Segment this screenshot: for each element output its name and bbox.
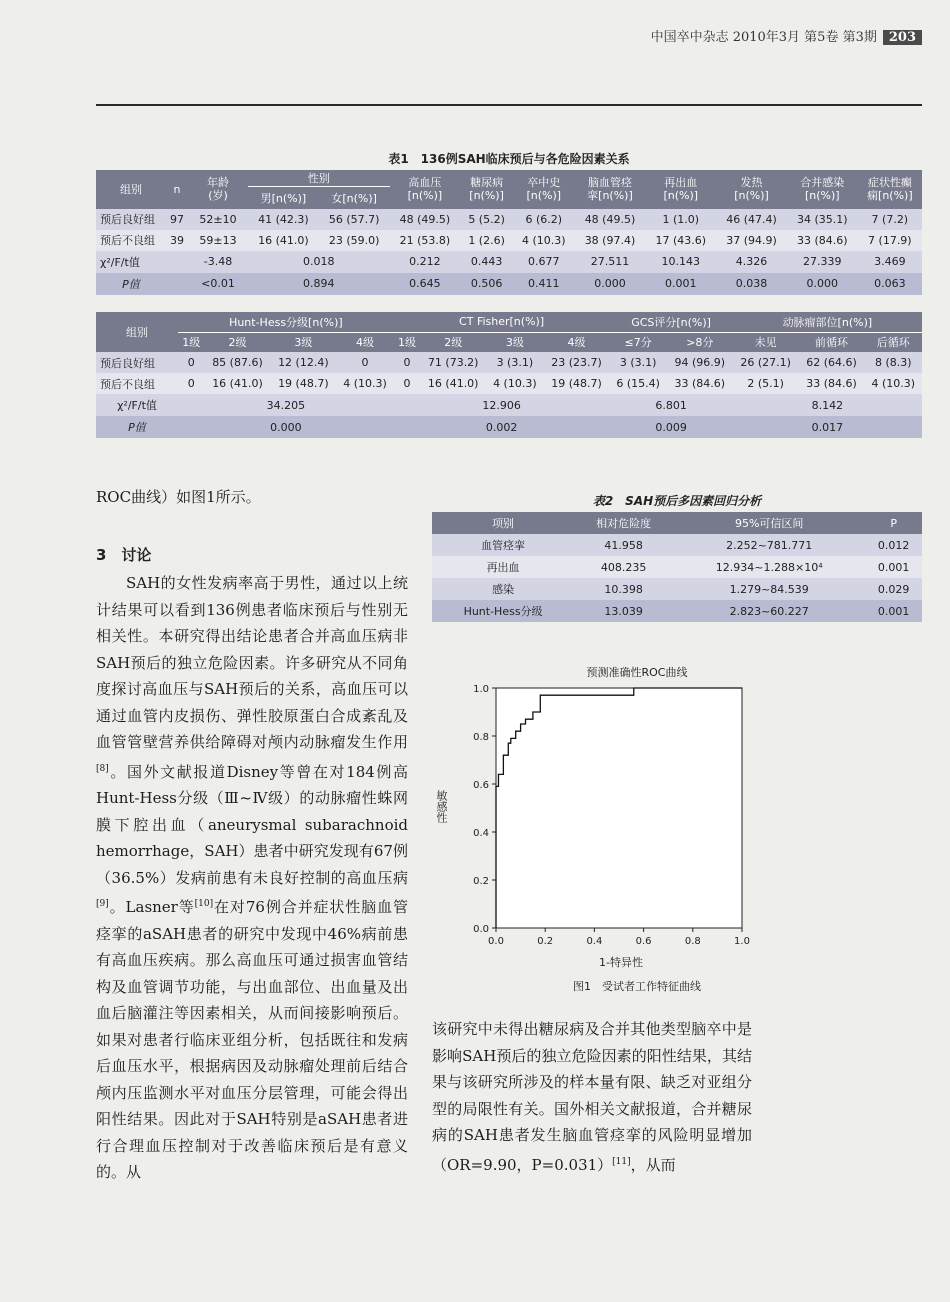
th-col: 合并感染 [n(%)]	[787, 170, 858, 209]
cell: 6 (6.2)	[513, 209, 575, 230]
cell: 0	[178, 352, 205, 373]
cell: 19 (48.7)	[270, 373, 336, 394]
cell: 4 (10.3)	[513, 230, 575, 251]
x-tick-label: 0.0	[488, 936, 504, 947]
citation: [8]	[96, 763, 109, 774]
y-tick-label: 0.6	[473, 780, 489, 791]
x-tick-label: 0.8	[684, 936, 701, 947]
cell: 3 (3.1)	[609, 352, 666, 373]
cell: 预后不良组	[96, 230, 166, 251]
cell: 预后不良组	[96, 373, 178, 394]
cell: 7 (7.2)	[858, 209, 922, 230]
cell: 8.142	[733, 394, 922, 416]
cell: 预后良好组	[96, 352, 178, 373]
cell: 7 (17.9)	[858, 230, 922, 251]
citation: [10]	[194, 899, 214, 909]
cell: χ²/F/t值	[96, 394, 178, 416]
cell	[166, 273, 188, 295]
cell: 5 (5.2)	[460, 209, 513, 230]
cell: 34 (35.1)	[787, 209, 858, 230]
table-row	[96, 416, 922, 438]
cell: 0.443	[460, 251, 513, 273]
cell: 1.279~84.539	[729, 582, 809, 596]
th-col: 再出血 [n(%)]	[645, 170, 716, 209]
th: 95%可信区间	[673, 512, 865, 534]
cell: 27.511	[575, 251, 646, 273]
left-first-line	[96, 484, 408, 511]
paragraph	[96, 570, 408, 1186]
cell: 13.039	[604, 604, 643, 618]
th-group: 组别	[96, 312, 178, 352]
th-gcs: GCS评分[n(%)]	[609, 312, 732, 332]
cell: 1 (2.6)	[460, 230, 513, 251]
table-row	[96, 394, 922, 416]
cell: 59±13	[188, 230, 248, 251]
cell: 37 (94.9)	[716, 230, 787, 251]
cell: 27.339	[787, 251, 858, 273]
cell: 血管痉挛	[481, 539, 526, 552]
cell: 10.143	[645, 251, 716, 273]
cell: 33 (84.6)	[667, 373, 733, 394]
th-female: 女[n(%)]	[319, 187, 390, 209]
cell: 6.801	[609, 394, 732, 416]
cell: 21 (53.8)	[390, 230, 461, 251]
cell: 0.645	[390, 273, 461, 295]
cell: 0.012	[877, 538, 910, 552]
th-sex: 性别	[248, 170, 390, 187]
cell: 38 (97.4)	[575, 230, 646, 251]
right-column	[432, 1016, 752, 1178]
x-tick-label: 1.0	[734, 936, 750, 947]
table-row	[96, 230, 922, 251]
x-axis-label: 1-特异性	[599, 956, 643, 969]
y-axis-label: 敏感性	[435, 790, 448, 823]
cell: 0.212	[390, 251, 461, 273]
cell: 0.017	[733, 416, 922, 438]
cell: 4 (10.3)	[864, 373, 922, 394]
th-level: 1级	[178, 332, 205, 352]
cell: 0	[336, 352, 393, 373]
cell: 0.506	[460, 273, 513, 295]
cell: 0.063	[858, 273, 922, 295]
th-level: 4级	[336, 332, 393, 352]
cell: 1 (1.0)	[645, 209, 716, 230]
y-tick-label: 1.0	[473, 684, 489, 695]
cell: Hunt-Hess分级	[463, 605, 543, 618]
th-ct: CT Fisher[n(%)]	[394, 312, 610, 332]
table-row	[96, 209, 922, 230]
th-col: 糖尿病 [n(%)]	[460, 170, 513, 209]
x-tick-label: 0.2	[537, 936, 554, 947]
cell: 0.001	[645, 273, 716, 295]
citation: [9]	[96, 899, 109, 909]
cell: 6 (15.4)	[609, 373, 666, 394]
table-row	[96, 352, 922, 373]
th: 相对危险度	[574, 512, 673, 534]
cell: 10.398	[604, 582, 643, 596]
cell: 0.894	[248, 273, 390, 295]
x-tick-label: 0.4	[586, 936, 603, 947]
cell: 0.000	[575, 273, 646, 295]
chart-title: 预测准确性ROC曲线	[586, 666, 688, 679]
cell: 71 (73.2)	[420, 352, 486, 373]
th-group: 组别	[96, 170, 166, 209]
cell: 41 (42.3)	[248, 209, 319, 230]
cell: 33 (84.6)	[799, 373, 865, 394]
x-tick-label: 0.6	[635, 936, 652, 947]
left-column	[96, 570, 408, 1186]
paragraph: ROC曲线）如图1所示。	[96, 488, 261, 506]
cell: 4 (10.3)	[486, 373, 543, 394]
cell: 0.000	[178, 416, 394, 438]
y-tick-label: 0.8	[473, 732, 489, 743]
th-level: 3级	[486, 332, 543, 352]
cell: 39	[166, 230, 188, 251]
cell: 48 (49.5)	[390, 209, 461, 230]
th-n: n	[166, 170, 188, 209]
figure-caption: 图1 受试者工作特征曲线	[573, 980, 701, 993]
cell: 0.038	[716, 273, 787, 295]
cell: 16 (41.0)	[205, 373, 271, 394]
table-row	[432, 556, 922, 578]
th-level: 未见	[733, 332, 799, 352]
plot-frame	[496, 688, 742, 928]
cell: 16 (41.0)	[420, 373, 486, 394]
cell: 预后良好组	[96, 209, 166, 230]
th-col: 发热 [n(%)]	[716, 170, 787, 209]
table1-caption: 表1 136例SAH临床预后与各危险因素关系	[388, 152, 630, 166]
cell: 0.009	[609, 416, 732, 438]
cell: 62 (64.6)	[799, 352, 865, 373]
text: 该研究中未得出糖尿病及合并其他类型脑卒中是影响SAH预后的独立危险因素的阳性结果，其结果与该研究所涉及的样本量有限、缺乏对亚组分型的局限性有关。国外相关文献报道，合并糖尿病的SAH患者发生脑血管痉挛的风险明显增加（OR=9.90，P=0.031）	[432, 1020, 752, 1174]
cell: 0	[394, 373, 421, 394]
th-level: 前循环	[799, 332, 865, 352]
y-tick-label: 0.4	[473, 828, 489, 839]
cell: 12.934~1.288×10⁴	[715, 560, 823, 574]
text: SAH的女性发病率高于男性，通过以上统计结果可以看到136例患者临床预后与性别无相关性。本研究得出结论患者合并高血压病非SAH预后的独立危险因素。许多研究从不同角度探讨高血压与SAH预后的关系，高血压可以通过血管内皮损伤、弹性胶原蛋白合成紊乱及血管管壁营养供给障碍对颅内动脉瘤发生作用	[96, 574, 408, 751]
cell: 34.205	[178, 394, 394, 416]
section-title: 3 讨论	[96, 546, 152, 564]
table1-part2	[96, 312, 922, 438]
th-site: 动脉瘤部位[n(%)]	[733, 312, 922, 332]
cell: 3.469	[858, 251, 922, 273]
cell: 2.252~781.771	[726, 538, 813, 552]
table-row	[432, 534, 922, 556]
cell: 26 (27.1)	[733, 352, 799, 373]
cell: P值	[96, 416, 178, 438]
cell: 12 (12.4)	[270, 352, 336, 373]
y-tick-label: 0.2	[473, 876, 489, 887]
th-level: >8分	[667, 332, 733, 352]
cell: 0.000	[787, 273, 858, 295]
cell: -3.48	[188, 251, 248, 273]
cell: 感染	[492, 583, 515, 596]
th-level: 3级	[270, 332, 336, 352]
cell: P值	[96, 273, 166, 295]
cell: χ²/F/t值	[96, 251, 166, 273]
cell: 0.018	[248, 251, 390, 273]
table2	[432, 512, 922, 622]
th-male: 男[n(%)]	[248, 187, 319, 209]
cell: 2 (5.1)	[733, 373, 799, 394]
table-row	[432, 600, 922, 622]
cell: 再出血	[486, 561, 520, 574]
cell	[166, 251, 188, 273]
paragraph	[432, 1016, 752, 1178]
cell: 52±10	[188, 209, 248, 230]
cell: 19 (48.7)	[544, 373, 610, 394]
cell: 23 (59.0)	[319, 230, 390, 251]
cell: 33 (84.6)	[787, 230, 858, 251]
cell: 94 (96.9)	[667, 352, 733, 373]
table-row	[96, 373, 922, 394]
th-level: ≤7分	[609, 332, 666, 352]
th: 项别	[432, 512, 574, 534]
table-row	[96, 251, 922, 273]
text: 在对76例合并症状性脑血管痉挛的aSAH患者的研究中发现中46%病前患有高血压疾病。那么高血压可通过损害血管结构及血管调节功能，与出血部位、出血量及出血后脑灌注等因素相关，从而间接影响预后。如果对患者行临床亚组分析，包括既往和发病后血压水平，根据病因及动脉瘤处理前后结合颅内压监测水平对血压分层管理，可能会得出阳性结果。因此对于SAH特别是aSAH患者进行合理血压控制对于改善临床预后是有意义的。从	[96, 898, 408, 1181]
th-age: 年龄 (岁)	[188, 170, 248, 209]
cell: 0.411	[513, 273, 575, 295]
cell: 23 (23.7)	[544, 352, 610, 373]
th-level: 2级	[420, 332, 486, 352]
th-level: 4级	[544, 332, 610, 352]
th-level: 2级	[205, 332, 271, 352]
cell: 56 (57.7)	[319, 209, 390, 230]
table-row	[432, 578, 922, 600]
th-hunt: Hunt-Hess分级[n(%)]	[178, 312, 394, 332]
cell: 0	[394, 352, 421, 373]
table-row	[96, 273, 922, 295]
th-col: 高血压 [n(%)]	[390, 170, 461, 209]
cell: 48 (49.5)	[575, 209, 646, 230]
table2-caption: 表2 SAH预后多因素回归分析	[592, 494, 762, 508]
running-header	[96, 26, 922, 45]
th: P	[865, 512, 922, 534]
text: ，从而	[630, 1155, 676, 1174]
cell: 4 (10.3)	[336, 373, 393, 394]
roc-chart	[446, 680, 756, 947]
journal-info: 中国卒中杂志 2010年3月 第5卷 第3期	[650, 30, 877, 45]
cell: 3 (3.1)	[486, 352, 543, 373]
cell: <0.01	[188, 273, 248, 295]
cell: 17 (43.6)	[645, 230, 716, 251]
th-level: 后循环	[864, 332, 922, 352]
cell: 85 (87.6)	[205, 352, 271, 373]
cell: 408.235	[600, 560, 647, 574]
cell: 0.001	[877, 604, 910, 618]
text: 。国外文献报道Disney等曾在对184例高Hunt-Hess分级（Ⅲ~Ⅳ级）的动脉瘤性蛛网膜下腔出血（aneurysmal subarachnoid hemorrhage，SAH）患者中研究发现有67例（36.5%）发病前患有未良好控制的高血压病	[96, 762, 408, 887]
page-number: 203	[883, 30, 922, 45]
cell: 0.029	[877, 582, 910, 596]
th-level: 1级	[394, 332, 421, 352]
cell: 0.001	[877, 560, 910, 574]
th-col: 卒中史 [n(%)]	[513, 170, 575, 209]
header-rule	[96, 104, 922, 106]
cell: 46 (47.4)	[716, 209, 787, 230]
cell: 12.906	[394, 394, 610, 416]
cell: 16 (41.0)	[248, 230, 319, 251]
th-col: 脑血管痉 挛[n(%)]	[575, 170, 646, 209]
cell: 0.002	[394, 416, 610, 438]
cell: 0	[178, 373, 205, 394]
text: 。Lasner等	[108, 898, 195, 916]
cell: 8 (8.3)	[864, 352, 922, 373]
cell: 41.958	[604, 538, 643, 552]
table1-part1	[96, 170, 922, 295]
y-tick-label: 0.0	[473, 924, 489, 935]
cell: 4.326	[716, 251, 787, 273]
cell: 0.677	[513, 251, 575, 273]
th-col: 症状性癫 痫[n(%)]	[858, 170, 922, 209]
cell: 97	[166, 209, 188, 230]
citation: [11]	[612, 1156, 631, 1167]
cell: 2.823~60.227	[729, 604, 809, 618]
